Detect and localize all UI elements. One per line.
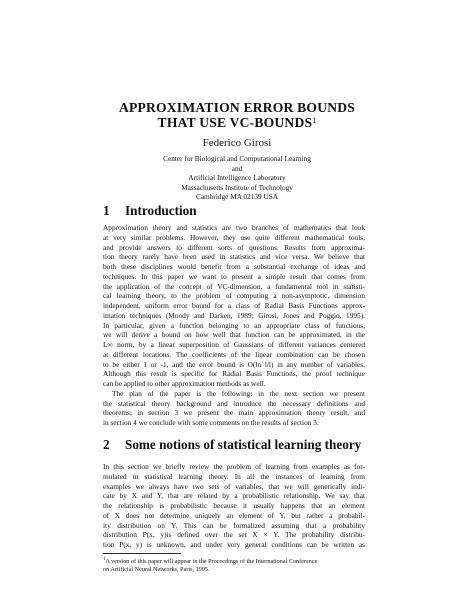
introduction-paragraph-1 [103,223,365,428]
text-line: examples we always have two sets of variables, that we will generically indi- [103,481,365,491]
footnote-line-1 [103,556,365,566]
text-line: of X does not determine uniquely an element of Y, but rather a probabil- [103,510,365,520]
section-heading-statistical-learning [103,437,361,453]
footnote-rule [103,553,181,554]
text-line: tion theory rarely have been used in statistics and vice versa. We believe that [103,252,365,262]
text-line: imation techniques (Moody and Darken, 1989; Girosi, Jones and Poggio, 1995). [103,310,365,320]
section-number: 1 [103,203,110,218]
title-text-1: APPROXIMATION ERROR BOUNDS [118,100,356,115]
text-line: tion P(x, y) is unknown, and under very general conditions can be written as [103,540,365,549]
footnote-text-1: A version of this paper will appear in the Proceedings of the International Conference [105,558,318,566]
section-heading-introduction [103,203,197,219]
text-line: mulated in statistical learning theory. In all the instances of learning from [103,471,365,481]
text-line: The plan of the paper is the following: in the next section we present [112,388,365,398]
text-line: at different locations. The coefficients of the linear combination can be chosen [103,349,365,359]
paper-title-line-1 [0,100,474,116]
affiliation-block [0,154,474,202]
text-line: at very similar problems. However, they use quite different mathematical tools, [103,232,365,242]
text-line: theorems; in section 3 we present the main approximation theory result, and [103,408,365,418]
text-line: L∞ norm, by a linear superposition of Gaussians of different variances centered [103,340,365,349]
text-line: In this section we briefly review the problem of learning from examples as for- [103,462,365,471]
text-line: In particular, given a function belonging to an appropriate class of functions, [103,320,365,330]
text-line: we will derive a bound on how well that function can be approximated, in the [103,330,365,340]
text-line: Approximation theory and statistics are two branches of mathematics that look [103,223,365,232]
text-line: cal learning theory, to the problem of computing a non-asymptotic, dimension [103,291,365,301]
text-line: cate by X and Y, that are related by a probabilistic relationship. We say that [103,491,365,501]
affiliation-line: Massachusetts Institute of Technology [181,182,293,192]
paper-author: Federico Girosi [202,137,272,149]
text-line: independent, uniform error bound for a class of Radial Basis Functions approx- [103,301,365,310]
affiliation-line: Cambridge MA 02139 USA [195,192,279,202]
affiliation-line: Artificial Intelligence Laboratory [188,173,286,183]
affiliation-line: Center for Biological and Computational Learning [163,154,311,163]
text-line: and provide answers to different sorts of questions. Results from approxima- [103,242,365,252]
footnote-mark: 1 [103,557,106,562]
section-title: Some notions of statistical learning theory [125,437,362,452]
section-number: 2 [103,437,110,452]
text-line: in section 4 we conclude with some comments on the results of section 3. [103,418,319,427]
text-line: Although this result is specific for Radial Basis Functions, the proof technique [103,369,365,379]
text-line: the relationship is probabilistic because it usually happens that an element [103,501,365,510]
text-line: both these disciplines would benefit from a substantial exchange of ideas and [103,262,365,271]
footnote [103,556,365,574]
text-line: the statistical theory background and introduce the necessary definitions and [103,398,365,408]
text-line: techniques. In this paper we want to present a simple result that comes from [103,271,365,281]
text-line: to be either 1 or -1, and the error bound is O(ln l/l) in any number of variables. [103,359,365,369]
text-line: the application of the concept of VC-dimension, a fundamental tool in statisti- [103,281,365,291]
text-line: distribution P(x, y)is defined over the set X × Y. The probability distribu- [103,530,365,540]
text-line: can be applied to other approximation methods as well. [103,379,266,388]
footnote-line-2: on Artificial Neural Networks, Paris, 1995. [103,566,210,574]
text-line: ity distribution on Y. This can be formalized assuming that a probability [103,520,365,530]
title-text-2: THAT USE VC-BOUNDS [157,115,313,130]
title-footnote-mark: 1 [312,116,317,125]
statistical-learning-paragraph [103,462,365,550]
paper-title-line-2 [0,115,474,131]
affiliation-line: and [231,163,243,173]
section-title: Introduction [125,203,197,218]
